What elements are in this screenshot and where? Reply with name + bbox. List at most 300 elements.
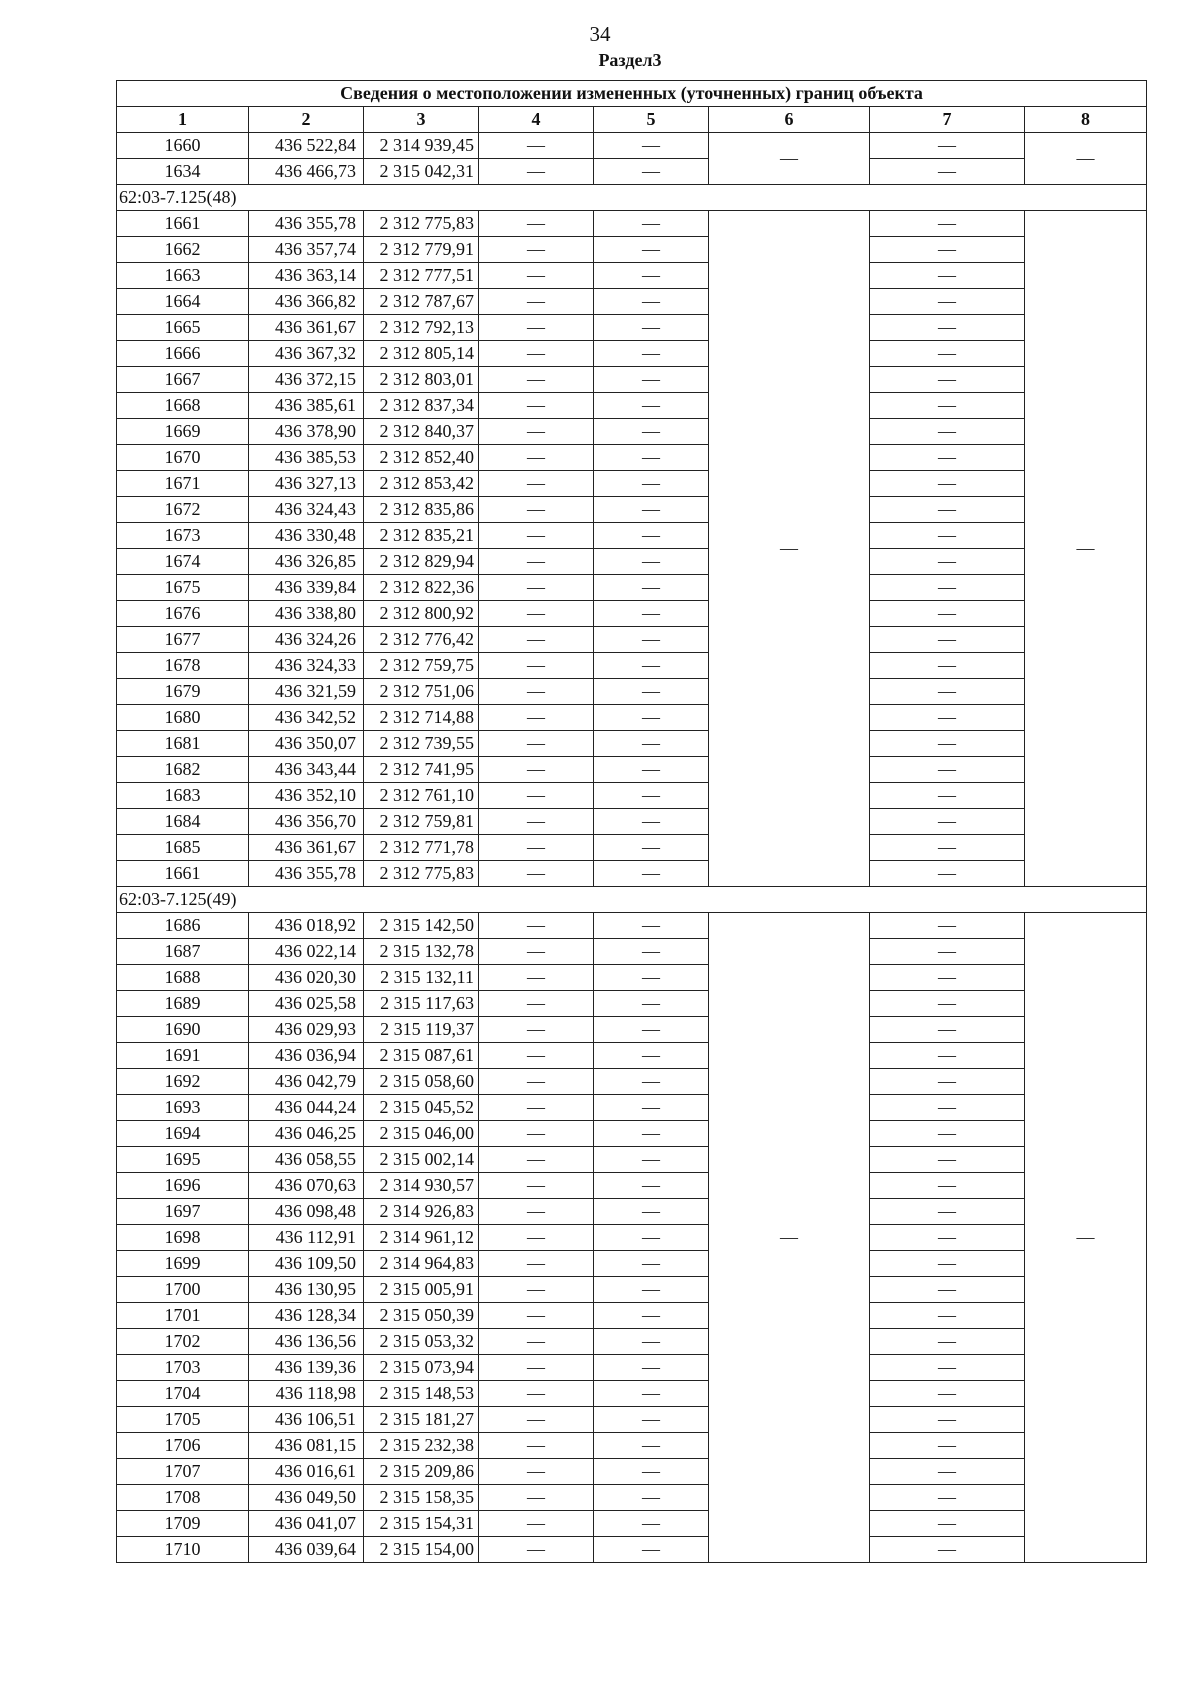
coordinate-x-cell: 436 109,50 (249, 1251, 364, 1277)
coordinate-y-cell: 2 312 714,88 (364, 705, 479, 731)
coordinate-y-cell: 2 315 042,31 (364, 159, 479, 185)
point-number-cell: 1673 (117, 523, 249, 549)
point-number-cell: 1710 (117, 1537, 249, 1563)
column-7-cell: — (870, 1537, 1025, 1563)
column-5-cell: — (594, 393, 709, 419)
column-4-cell: — (479, 991, 594, 1017)
column-4-cell: — (479, 913, 594, 939)
column-4-cell: — (479, 471, 594, 497)
group-header-row (117, 185, 1147, 211)
coordinate-x-cell: 436 058,55 (249, 1147, 364, 1173)
column-4-cell: — (479, 445, 594, 471)
point-number-cell: 1709 (117, 1511, 249, 1537)
table-row (117, 289, 1147, 315)
column-8-merged-cell: — (1025, 211, 1147, 887)
column-7-cell: — (870, 237, 1025, 263)
column-7-cell: — (870, 367, 1025, 393)
coordinate-y-cell: 2 312 775,83 (364, 861, 479, 887)
coordinate-y-cell: 2 315 209,86 (364, 1459, 479, 1485)
coordinate-x-cell: 436 020,30 (249, 965, 364, 991)
column-header: 6 (709, 107, 870, 133)
column-7-cell: — (870, 705, 1025, 731)
coordinate-y-cell: 2 315 046,00 (364, 1121, 479, 1147)
column-5-cell: — (594, 1355, 709, 1381)
coordinate-x-cell: 436 029,93 (249, 1017, 364, 1043)
table-row (117, 809, 1147, 835)
column-4-cell: — (479, 1199, 594, 1225)
coordinate-x-cell: 436 042,79 (249, 1069, 364, 1095)
column-5-cell: — (594, 991, 709, 1017)
table-row (117, 1251, 1147, 1277)
coordinate-x-cell: 436 363,14 (249, 263, 364, 289)
coordinate-y-cell: 2 315 232,38 (364, 1433, 479, 1459)
coordinate-y-cell: 2 315 158,35 (364, 1485, 479, 1511)
table-row (117, 315, 1147, 341)
table-row (117, 1147, 1147, 1173)
table-row (117, 1459, 1147, 1485)
coordinate-y-cell: 2 315 181,27 (364, 1407, 479, 1433)
coordinate-y-cell: 2 312 751,06 (364, 679, 479, 705)
column-7-cell: — (870, 1147, 1025, 1173)
coordinate-y-cell: 2 312 792,13 (364, 315, 479, 341)
coordinate-x-cell: 436 136,56 (249, 1329, 364, 1355)
column-7-cell: — (870, 159, 1025, 185)
column-4-cell: — (479, 1069, 594, 1095)
point-number-cell: 1699 (117, 1251, 249, 1277)
column-4-cell: — (479, 263, 594, 289)
coordinate-y-cell: 2 312 779,91 (364, 237, 479, 263)
column-7-cell: — (870, 653, 1025, 679)
column-4-cell: — (479, 393, 594, 419)
coordinate-y-cell: 2 315 154,00 (364, 1537, 479, 1563)
coordinate-x-cell: 436 338,80 (249, 601, 364, 627)
column-5-cell: — (594, 861, 709, 887)
coordinate-x-cell: 436 326,85 (249, 549, 364, 575)
point-number-cell: 1669 (117, 419, 249, 445)
point-number-cell: 1681 (117, 731, 249, 757)
coordinate-y-cell: 2 312 840,37 (364, 419, 479, 445)
column-5-cell: — (594, 601, 709, 627)
point-number-cell: 1664 (117, 289, 249, 315)
column-4-cell: — (479, 1459, 594, 1485)
column-7-cell: — (870, 263, 1025, 289)
column-7-cell: — (870, 315, 1025, 341)
column-5-cell: — (594, 1043, 709, 1069)
column-4-cell: — (479, 1251, 594, 1277)
column-4-cell: — (479, 757, 594, 783)
coordinate-x-cell: 436 036,94 (249, 1043, 364, 1069)
coordinate-y-cell: 2 312 739,55 (364, 731, 479, 757)
column-header: 4 (479, 107, 594, 133)
table-row (117, 1485, 1147, 1511)
coordinate-x-cell: 436 324,43 (249, 497, 364, 523)
coordinate-x-cell: 436 339,84 (249, 575, 364, 601)
coordinate-x-cell: 436 098,48 (249, 1199, 364, 1225)
column-5-cell: — (594, 679, 709, 705)
point-number-cell: 1662 (117, 237, 249, 263)
column-5-cell: — (594, 1537, 709, 1563)
coordinate-x-cell: 436 130,95 (249, 1277, 364, 1303)
column-6-merged-cell: — (709, 133, 870, 185)
column-5-cell: — (594, 835, 709, 861)
coordinate-x-cell: 436 022,14 (249, 939, 364, 965)
table-row (117, 861, 1147, 887)
table-row (117, 1433, 1147, 1459)
column-5-cell: — (594, 1199, 709, 1225)
column-7-cell: — (870, 861, 1025, 887)
column-7-cell: — (870, 497, 1025, 523)
coordinate-x-cell: 436 366,82 (249, 289, 364, 315)
column-5-cell: — (594, 367, 709, 393)
column-5-cell: — (594, 341, 709, 367)
point-number-cell: 1696 (117, 1173, 249, 1199)
column-4-cell: — (479, 1407, 594, 1433)
table-row (117, 497, 1147, 523)
column-4-cell: — (479, 1173, 594, 1199)
table-row (117, 1537, 1147, 1563)
column-4-cell: — (479, 237, 594, 263)
column-4-cell: — (479, 549, 594, 575)
column-7-cell: — (870, 523, 1025, 549)
column-4-cell: — (479, 1537, 594, 1563)
column-7-cell: — (870, 1095, 1025, 1121)
column-7-cell: — (870, 1407, 1025, 1433)
column-4-cell: — (479, 289, 594, 315)
column-5-cell: — (594, 627, 709, 653)
column-5-cell: — (594, 445, 709, 471)
coordinate-y-cell: 2 312 805,14 (364, 341, 479, 367)
table-row (117, 211, 1147, 237)
column-header: 2 (249, 107, 364, 133)
table-row (117, 133, 1147, 159)
coordinate-y-cell: 2 315 142,50 (364, 913, 479, 939)
column-4-cell: — (479, 211, 594, 237)
point-number-cell: 1695 (117, 1147, 249, 1173)
column-7-cell: — (870, 211, 1025, 237)
column-4-cell: — (479, 1329, 594, 1355)
point-number-cell: 1677 (117, 627, 249, 653)
coordinate-x-cell: 436 352,10 (249, 783, 364, 809)
point-number-cell: 1684 (117, 809, 249, 835)
coordinate-y-cell: 2 312 787,67 (364, 289, 479, 315)
point-number-cell: 1682 (117, 757, 249, 783)
column-5-cell: — (594, 497, 709, 523)
column-5-cell: — (594, 1511, 709, 1537)
table-caption: Сведения о местоположении измененных (уточненных) границ объекта (117, 81, 1147, 107)
coordinate-x-cell: 436 112,91 (249, 1225, 364, 1251)
coordinate-y-cell: 2 312 835,86 (364, 497, 479, 523)
point-number-cell: 1705 (117, 1407, 249, 1433)
boundary-coordinates-table (116, 80, 1147, 1563)
column-header: 5 (594, 107, 709, 133)
coordinate-x-cell: 436 070,63 (249, 1173, 364, 1199)
point-number-cell: 1679 (117, 679, 249, 705)
coordinate-x-cell: 436 039,64 (249, 1537, 364, 1563)
table-body (117, 133, 1147, 1563)
point-number-cell: 1665 (117, 315, 249, 341)
column-7-cell: — (870, 809, 1025, 835)
point-number-cell: 1663 (117, 263, 249, 289)
column-5-cell: — (594, 1225, 709, 1251)
point-number-cell: 1634 (117, 159, 249, 185)
column-4-cell: — (479, 575, 594, 601)
coordinate-x-cell: 436 361,67 (249, 315, 364, 341)
column-header-row (117, 107, 1147, 133)
table-row (117, 1199, 1147, 1225)
column-5-cell: — (594, 1433, 709, 1459)
group-header-row (117, 887, 1147, 913)
coordinate-y-cell: 2 312 800,92 (364, 601, 479, 627)
point-number-cell: 1688 (117, 965, 249, 991)
table-row (117, 1017, 1147, 1043)
coordinate-x-cell: 436 081,15 (249, 1433, 364, 1459)
table-row (117, 1381, 1147, 1407)
column-header: 1 (117, 107, 249, 133)
coordinate-x-cell: 436 378,90 (249, 419, 364, 445)
column-4-cell: — (479, 1381, 594, 1407)
point-number-cell: 1670 (117, 445, 249, 471)
point-number-cell: 1706 (117, 1433, 249, 1459)
column-7-cell: — (870, 1017, 1025, 1043)
column-4-cell: — (479, 133, 594, 159)
column-5-cell: — (594, 1277, 709, 1303)
column-5-cell: — (594, 419, 709, 445)
coordinate-x-cell: 436 324,33 (249, 653, 364, 679)
column-4-cell: — (479, 861, 594, 887)
column-5-cell: — (594, 315, 709, 341)
table-row (117, 367, 1147, 393)
column-5-cell: — (594, 1459, 709, 1485)
column-4-cell: — (479, 601, 594, 627)
coordinate-x-cell: 436 049,50 (249, 1485, 364, 1511)
table-row (117, 575, 1147, 601)
table-row (117, 393, 1147, 419)
column-4-cell: — (479, 341, 594, 367)
column-7-cell: — (870, 1355, 1025, 1381)
column-5-cell: — (594, 1381, 709, 1407)
column-5-cell: — (594, 653, 709, 679)
column-4-cell: — (479, 419, 594, 445)
column-7-cell: — (870, 991, 1025, 1017)
table-row (117, 1173, 1147, 1199)
column-4-cell: — (479, 523, 594, 549)
point-number-cell: 1707 (117, 1459, 249, 1485)
column-4-cell: — (479, 367, 594, 393)
coordinate-x-cell: 436 025,58 (249, 991, 364, 1017)
point-number-cell: 1687 (117, 939, 249, 965)
column-5-cell: — (594, 1147, 709, 1173)
table-row (117, 939, 1147, 965)
column-4-cell: — (479, 809, 594, 835)
coordinate-x-cell: 436 330,48 (249, 523, 364, 549)
column-7-cell: — (870, 1459, 1025, 1485)
column-5-cell: — (594, 1017, 709, 1043)
coordinate-x-cell: 436 016,61 (249, 1459, 364, 1485)
column-4-cell: — (479, 1303, 594, 1329)
column-7-cell: — (870, 913, 1025, 939)
table-row (117, 783, 1147, 809)
coordinate-x-cell: 436 044,24 (249, 1095, 364, 1121)
coordinate-x-cell: 436 372,15 (249, 367, 364, 393)
table-row (117, 601, 1147, 627)
table-row (117, 913, 1147, 939)
coordinate-x-cell: 436 367,32 (249, 341, 364, 367)
coordinate-y-cell: 2 312 771,78 (364, 835, 479, 861)
column-7-cell: — (870, 1277, 1025, 1303)
column-4-cell: — (479, 1017, 594, 1043)
column-5-cell: — (594, 1121, 709, 1147)
coordinate-y-cell: 2 312 759,81 (364, 809, 479, 835)
table-row (117, 419, 1147, 445)
coordinate-y-cell: 2 314 964,83 (364, 1251, 479, 1277)
column-7-cell: — (870, 679, 1025, 705)
table-row (117, 679, 1147, 705)
column-7-cell: — (870, 393, 1025, 419)
column-7-cell: — (870, 627, 1025, 653)
point-number-cell: 1694 (117, 1121, 249, 1147)
column-5-cell: — (594, 1303, 709, 1329)
column-5-cell: — (594, 1485, 709, 1511)
point-number-cell: 1671 (117, 471, 249, 497)
column-7-cell: — (870, 1043, 1025, 1069)
point-number-cell: 1702 (117, 1329, 249, 1355)
column-4-cell: — (479, 1147, 594, 1173)
column-4-cell: — (479, 965, 594, 991)
point-number-cell: 1674 (117, 549, 249, 575)
column-7-cell: — (870, 1225, 1025, 1251)
column-5-cell: — (594, 471, 709, 497)
column-5-cell: — (594, 939, 709, 965)
column-4-cell: — (479, 1277, 594, 1303)
column-7-cell: — (870, 1199, 1025, 1225)
point-number-cell: 1672 (117, 497, 249, 523)
coordinate-x-cell: 436 355,78 (249, 211, 364, 237)
column-7-cell: — (870, 133, 1025, 159)
table-row (117, 1121, 1147, 1147)
coordinate-x-cell: 436 355,78 (249, 861, 364, 887)
column-6-merged-cell: — (709, 211, 870, 887)
column-5-cell: — (594, 913, 709, 939)
column-header: 7 (870, 107, 1025, 133)
column-7-cell: — (870, 1069, 1025, 1095)
point-number-cell: 1690 (117, 1017, 249, 1043)
table-row (117, 731, 1147, 757)
column-5-cell: — (594, 575, 709, 601)
column-7-cell: — (870, 1303, 1025, 1329)
column-4-cell: — (479, 1043, 594, 1069)
coordinate-x-cell: 436 342,52 (249, 705, 364, 731)
point-number-cell: 1683 (117, 783, 249, 809)
column-5-cell: — (594, 731, 709, 757)
coordinate-y-cell: 2 315 132,11 (364, 965, 479, 991)
column-4-cell: — (479, 705, 594, 731)
table-row (117, 1069, 1147, 1095)
point-number-cell: 1698 (117, 1225, 249, 1251)
coordinate-y-cell: 2 315 154,31 (364, 1511, 479, 1537)
table-row (117, 341, 1147, 367)
column-4-cell: — (479, 627, 594, 653)
table-row (117, 991, 1147, 1017)
coordinate-y-cell: 2 314 939,45 (364, 133, 479, 159)
column-7-cell: — (870, 341, 1025, 367)
column-7-cell: — (870, 835, 1025, 861)
column-7-cell: — (870, 1251, 1025, 1277)
coordinate-x-cell: 436 041,07 (249, 1511, 364, 1537)
column-7-cell: — (870, 939, 1025, 965)
coordinate-y-cell: 2 314 926,83 (364, 1199, 479, 1225)
coordinate-x-cell: 436 357,74 (249, 237, 364, 263)
column-7-cell: — (870, 757, 1025, 783)
column-7-cell: — (870, 575, 1025, 601)
coordinate-x-cell: 436 385,61 (249, 393, 364, 419)
point-number-cell: 1703 (117, 1355, 249, 1381)
column-4-cell: — (479, 783, 594, 809)
coordinate-y-cell: 2 312 852,40 (364, 445, 479, 471)
column-8-merged-cell: — (1025, 133, 1147, 185)
coordinate-y-cell: 2 312 837,34 (364, 393, 479, 419)
column-7-cell: — (870, 1381, 1025, 1407)
column-5-cell: — (594, 1173, 709, 1199)
point-number-cell: 1660 (117, 133, 249, 159)
group-label: 62:03-7.125(49) (117, 887, 1147, 913)
coordinate-y-cell: 2 315 002,14 (364, 1147, 479, 1173)
column-7-cell: — (870, 731, 1025, 757)
column-4-cell: — (479, 1433, 594, 1459)
column-4-cell: — (479, 1225, 594, 1251)
column-5-cell: — (594, 1069, 709, 1095)
column-header: 3 (364, 107, 479, 133)
table-row (117, 1225, 1147, 1251)
table-row (117, 1043, 1147, 1069)
coordinate-x-cell: 436 118,98 (249, 1381, 364, 1407)
coordinate-x-cell: 436 128,34 (249, 1303, 364, 1329)
column-4-cell: — (479, 731, 594, 757)
coordinate-x-cell: 436 385,53 (249, 445, 364, 471)
column-5-cell: — (594, 1251, 709, 1277)
point-number-cell: 1675 (117, 575, 249, 601)
coordinate-y-cell: 2 315 058,60 (364, 1069, 479, 1095)
column-4-cell: — (479, 315, 594, 341)
coordinate-y-cell: 2 312 829,94 (364, 549, 479, 575)
group-label: 62:03-7.125(48) (117, 185, 1147, 211)
column-4-cell: — (479, 835, 594, 861)
table-row (117, 835, 1147, 861)
table-row (117, 237, 1147, 263)
column-4-cell: — (479, 1095, 594, 1121)
coordinate-x-cell: 436 356,70 (249, 809, 364, 835)
coordinate-x-cell: 436 106,51 (249, 1407, 364, 1433)
point-number-cell: 1704 (117, 1381, 249, 1407)
column-7-cell: — (870, 471, 1025, 497)
coordinate-y-cell: 2 315 148,53 (364, 1381, 479, 1407)
column-7-cell: — (870, 1433, 1025, 1459)
coordinate-y-cell: 2 314 961,12 (364, 1225, 479, 1251)
point-number-cell: 1685 (117, 835, 249, 861)
point-number-cell: 1668 (117, 393, 249, 419)
table-row (117, 653, 1147, 679)
coordinate-x-cell: 436 327,13 (249, 471, 364, 497)
table-row (117, 757, 1147, 783)
column-5-cell: — (594, 783, 709, 809)
table-row (117, 705, 1147, 731)
column-5-cell: — (594, 809, 709, 835)
coordinate-y-cell: 2 312 822,36 (364, 575, 479, 601)
column-7-cell: — (870, 1329, 1025, 1355)
coordinate-y-cell: 2 312 803,01 (364, 367, 479, 393)
table-row (117, 965, 1147, 991)
table-row (117, 1277, 1147, 1303)
column-5-cell: — (594, 289, 709, 315)
